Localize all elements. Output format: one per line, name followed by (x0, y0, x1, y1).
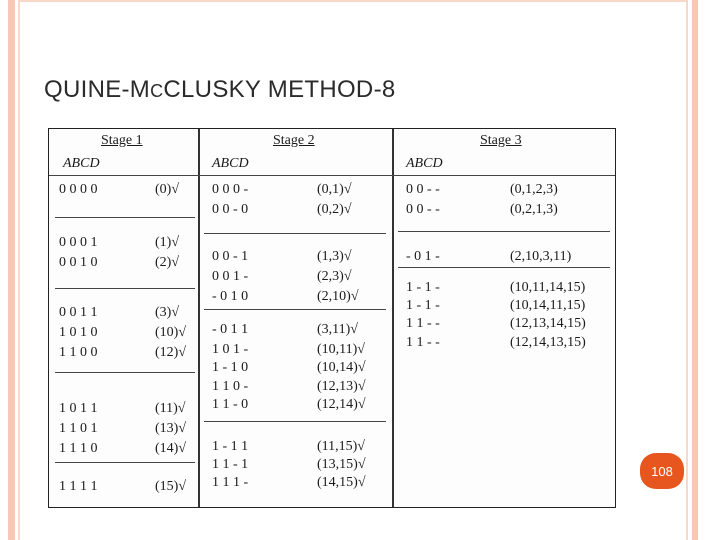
page-number-badge: 108 (640, 453, 684, 489)
stage-1-term: 1 1 0 1 (59, 421, 98, 436)
stage-2-minterms: (14,15)√ (317, 475, 366, 490)
stage-2-term: - 0 1 0 (212, 289, 249, 304)
slide-title (44, 76, 396, 104)
stage-1-term: 0 0 1 1 (59, 305, 98, 320)
stage-2-minterms: (13,15)√ (317, 457, 366, 472)
slide-title-smallcaps: C (150, 81, 164, 101)
stage-1-term: 1 1 1 1 (59, 479, 98, 494)
stage-2-minterms: (2,3)√ (317, 269, 352, 284)
stage-1-minterms: (14)√ (155, 441, 187, 456)
stage-2-header: ABCD (212, 156, 249, 171)
stage-2-term: 0 0 - 0 (212, 202, 249, 217)
stage-2-minterms: (2,10)√ (317, 289, 359, 304)
stage-3-minterms: (12,13,14,15) (510, 316, 586, 331)
slide-frame-left-inner (18, 0, 20, 540)
stage-2-minterms: (11,15)√ (317, 439, 365, 454)
stage-1-term: 1 0 1 1 (59, 401, 98, 416)
stage-3-minterms: (10,14,11,15) (510, 298, 586, 313)
stage-2-term: 1 1 1 - (212, 475, 249, 490)
group-divider (55, 462, 195, 463)
stage-2-term: - 0 1 1 (212, 322, 249, 337)
stage-2-minterms: (10,11)√ (317, 342, 365, 357)
stage-2-term: 1 1 - 0 (212, 397, 249, 412)
stage-3-header: ABCD (406, 156, 443, 171)
stage-1-minterms: (0)√ (155, 182, 180, 197)
stage-3-minterms: (12,14,13,15) (510, 335, 586, 350)
stage-1-minterms: (1)√ (155, 235, 180, 250)
stage-3-term: 0 0 - - (406, 202, 440, 217)
stage-1-term: 0 0 0 0 (59, 182, 98, 197)
stage-2-term: 0 0 1 - (212, 269, 249, 284)
stage-2-term: 1 - 1 1 (212, 439, 249, 454)
slide-title-prefix: QUINE-M (44, 76, 151, 103)
stage-1-minterms: (2)√ (155, 255, 180, 270)
group-divider (204, 421, 386, 422)
stage-3-term: 1 1 - - (406, 316, 440, 331)
stage-2-term: 1 1 - 1 (212, 457, 249, 472)
group-divider (398, 231, 610, 232)
stage-3-term: 1 - 1 - (406, 298, 440, 313)
column-divider-1 (198, 129, 200, 507)
stage-3-minterms: (10,11,14,15) (510, 280, 586, 295)
quine-mcclusky-table (48, 128, 616, 508)
stage-1-term: 0 0 1 0 (59, 255, 98, 270)
group-divider (55, 217, 195, 218)
slide-frame-right (692, 0, 698, 540)
stage-1-header: ABCD (63, 156, 100, 171)
stage-1-minterms: (13)√ (155, 421, 187, 436)
stage-2-minterms: (1,3)√ (317, 249, 352, 264)
group-divider (55, 372, 195, 373)
slide-frame-left (8, 0, 15, 540)
stage-2-term: 0 0 0 - (212, 182, 249, 197)
stage-2-title: Stage 2 (273, 133, 315, 148)
stage-2-minterms: (0,1)√ (317, 182, 352, 197)
stage-3-term: 1 1 - - (406, 335, 440, 350)
stage-2-minterms: (12,14)√ (317, 397, 366, 412)
stage-2-term: 1 - 1 0 (212, 360, 249, 375)
stage-2-minterms: (0,2)√ (317, 202, 352, 217)
stage-3-minterms: (2,10,3,11) (510, 249, 572, 264)
stage-1-term: 1 1 0 0 (59, 345, 98, 360)
stage-1-term: 0 0 0 1 (59, 235, 98, 250)
stage-3-term: 1 - 1 - (406, 280, 440, 295)
stage-2-term: 0 0 - 1 (212, 249, 249, 264)
slide-frame-top (20, 0, 686, 2)
stage-3-term: - 0 1 - (406, 249, 440, 264)
stage-1-minterms: (12)√ (155, 345, 187, 360)
stage-1-minterms: (3)√ (155, 305, 180, 320)
stage-1-minterms: (10)√ (155, 325, 187, 340)
group-divider (204, 233, 386, 234)
group-divider (55, 288, 195, 289)
group-divider (398, 267, 610, 268)
stage-2-minterms: (12,13)√ (317, 379, 366, 394)
stage-1-term: 1 1 1 0 (59, 441, 98, 456)
stage-3-term: 0 0 - - (406, 182, 440, 197)
stage-1-term: 1 0 1 0 (59, 325, 98, 340)
stage-2-minterms: (3,11)√ (317, 322, 358, 337)
column-divider-2 (392, 129, 394, 507)
slide-frame-right-inner (686, 0, 688, 540)
stage-2-term: 1 0 1 - (212, 342, 249, 357)
stage-1-minterms: (11)√ (155, 401, 186, 416)
stage-3-minterms: (0,2,1,3) (510, 202, 558, 217)
stage-1-minterms: (15)√ (155, 479, 187, 494)
stage-3-title: Stage 3 (480, 133, 522, 148)
stage-2-term: 1 1 0 - (212, 379, 249, 394)
stage-2-minterms: (10,14)√ (317, 360, 366, 375)
stage-3-minterms: (0,1,2,3) (510, 182, 558, 197)
group-divider (204, 309, 386, 310)
slide-title-suffix: CLUSKY METHOD-8 (163, 76, 396, 103)
header-underline (49, 175, 615, 176)
stage-1-title: Stage 1 (101, 133, 143, 148)
